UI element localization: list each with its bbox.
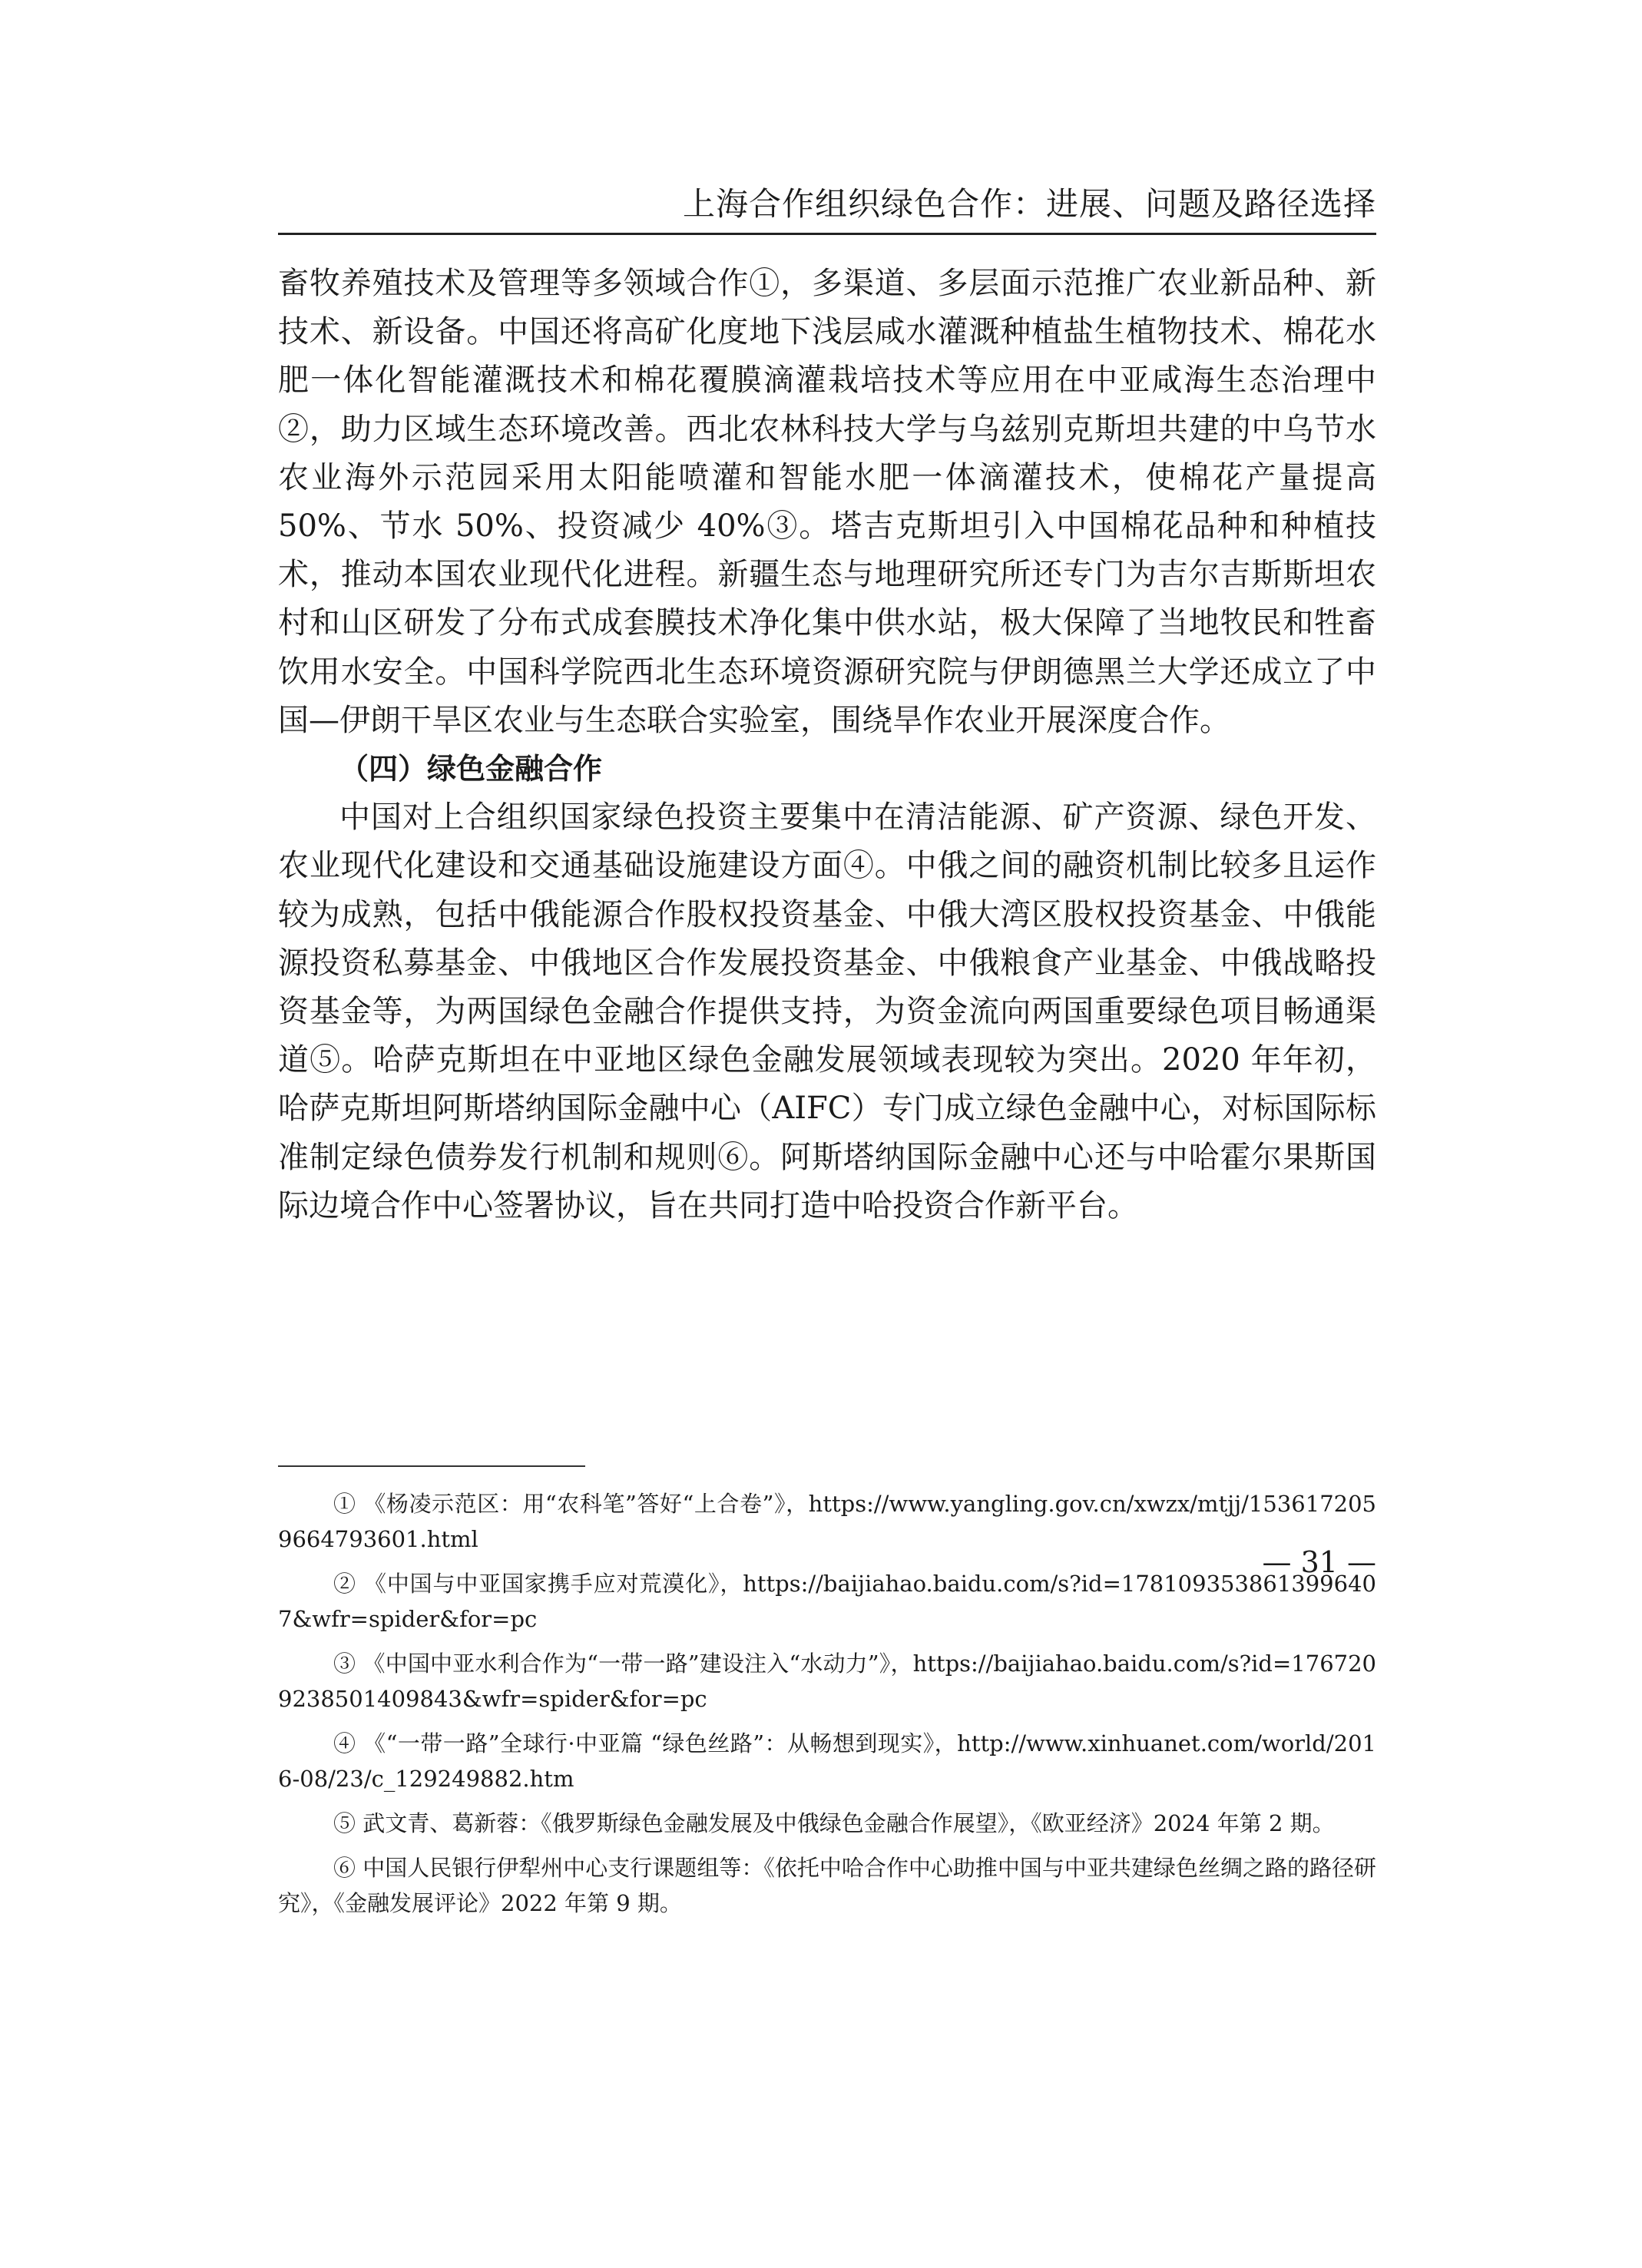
footnote-3: ③ 《中国中亚水利合作为“一带一路”建设注入“水动力”》，https://baijiahao.baidu.com/s?id=1767209238501409843&wfr=spider&for=pc bbox=[278, 1651, 1376, 1712]
footnote-2: ② 《中国与中亚国家携手应对荒漠化》，https://baijiahao.baidu.com/s?id=1781093538613996407&wfr=spider&for=pc bbox=[278, 1571, 1376, 1632]
page-number: — 31 — bbox=[1262, 1545, 1376, 1579]
footnote-4: ④ 《“一带一路”全球行·中亚篇 “绿色丝路”：从畅想到现实》，http://www.xinhuanet.com/world/2016-08/23/c_129249882.htm bbox=[278, 1730, 1376, 1792]
paragraph-green-finance: 中国对上合组织国家绿色投资主要集中在清洁能源、矿产资源、绿色开发、农业现代化建设和交通基础设施建设方面④。中俄之间的融资机制比较多且运作较为成熟，包括中俄能源合作股权投资基金、中俄大湾区股权投资基金、中俄能源投资私募基金、中俄地区合作发展投资基金、中俄粮食产业基金、中俄战略投资基金等，为两国绿色金融合作提供支持，为资金流向两国重要绿色项目畅通渠道⑤。哈萨克斯坦在中亚地区绿色金融发展领域表现较为突出。2020 年年初，哈萨克斯坦阿斯塔纳国际金融中心（AIFC）专门成立绿色金融中心，对标国际标准制定绿色债券发行机制和规则⑥。阿斯塔纳国际金融中心还与中哈霍尔果斯国际边境合作中心签署协议，旨在共同打造中哈投资合作新平台。 bbox=[278, 800, 1376, 1223]
main-text bbox=[278, 260, 1376, 1230]
header-rule bbox=[278, 233, 1376, 235]
footnote-5: ⑤ 武文青、葛新蓉：《俄罗斯绿色金融发展及中俄绿色金融合作展望》，《欧亚经济》2024 年第 2 期。 bbox=[333, 1810, 1335, 1836]
footnote-rule bbox=[278, 1465, 585, 1467]
paragraph-agriculture-cooperation: 畜牧养殖技术及管理等多领域合作①，多渠道、多层面示范推广农业新品种、新技术、新设备。中国还将高矿化度地下浅层咸水灌溉种植盐生植物技术、棉花水肥一体化智能灌溉技术和棉花覆膜滴灌栽培技术等应用在中亚咸海生态治理中②，助力区域生态环境改善。西北农林科技大学与乌兹别克斯坦共建的中乌节水农业海外示范园采用太阳能喷灌和智能水肥一体滴灌技术，使棉花产量提高 50%、节水 50%、投资减少 40%③。塔吉克斯坦引入中国棉花品种和种植技术，推动本国农业现代化进程。新疆生态与地理研究所还专门为吉尔吉斯斯坦农村和山区研发了分布式成套膜技术净化集中供水站，极大保障了当地牧民和牲畜饮用水安全。中国科学院西北生态环境资源研究院与伊朗德黑兰大学还成立了中国—伊朗干旱区农业与生态联合实验室，围绕旱作农业开展深度合作。 bbox=[278, 266, 1376, 738]
section-heading-green-finance: （四）绿色金融合作 bbox=[339, 752, 603, 786]
footnote-1: ① 《杨凌示范区：用“农科笔”答好“上合卷”》，https://www.yangling.gov.cn/xwzx/mtjj/1536172059664793601.html bbox=[278, 1491, 1376, 1552]
running-header: 上海合作组织绿色合作：进展、问题及路径选择 bbox=[682, 185, 1376, 223]
footnote-6: ⑥ 中国人民银行伊犁州中心支行课题组等：《依托中哈合作中心助推中国与中亚共建绿色丝绸之路的路径研究》，《金融发展评论》2022 年第 9 期。 bbox=[278, 1855, 1376, 1916]
